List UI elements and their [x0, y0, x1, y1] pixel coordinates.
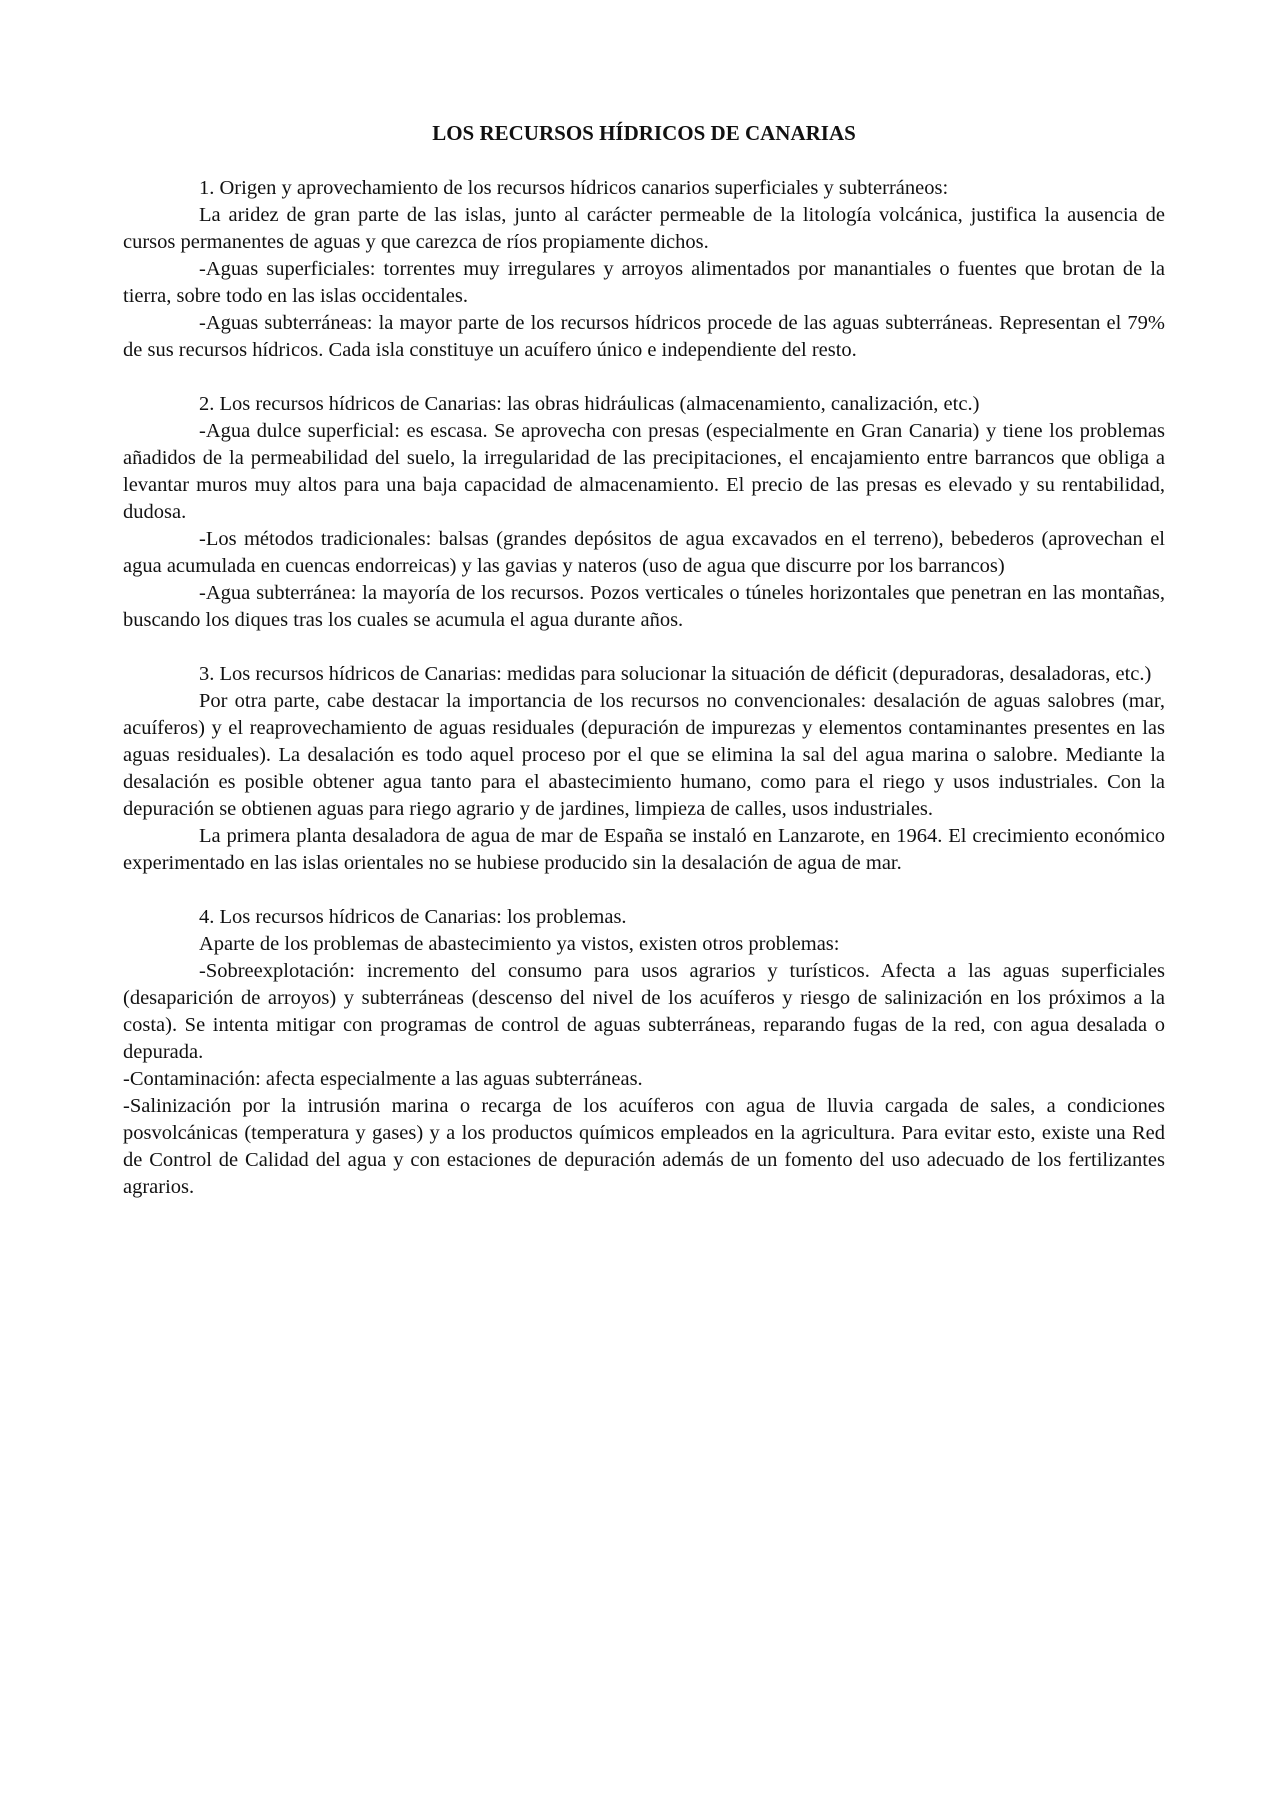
- section-heading: 2. Los recursos hídricos de Canarias: las obras hidráulicas (almacenamiento, canalización, etc.): [199, 393, 980, 415]
- paragraph: Por otra parte, cabe destacar la importancia de los recursos no convencionales: desalación de aguas salobres (mar, acuíferos) y el reaprovechamiento de aguas residuales (depuración de impurezas y elementos contaminantes presentes en las aguas residuales). La desalación es todo aquel proceso por el que se elimina la sal del agua marina o salobre. Mediante la desalación es posible obtener agua tanto para el abastecimiento humano, como para el riego y usos industriales. Con la depuración se obtienen aguas para riego agrario y de jardines, limpieza de calles, usos industriales.: [123, 690, 1165, 820]
- paragraph: Aparte de los problemas de abastecimiento ya vistos, existen otros problemas:: [199, 933, 840, 955]
- paragraph: -Aguas subterráneas: la mayor parte de los recursos hídricos procede de las aguas subterráneas. Representan el 79% de sus recursos hídricos. Cada isla constituye un acuífero único e independiente del resto.: [123, 312, 1165, 361]
- section-3-medidas-deficit: [123, 661, 1165, 877]
- paragraph: -Aguas superficiales: torrentes muy irregulares y arroyos alimentados por manantiales o fuentes que brotan de la tierra, sobre todo en las islas occidentales.: [123, 258, 1165, 307]
- paragraph: -Sobreexplotación: incremento del consumo para usos agrarios y turísticos. Afecta a las aguas superficiales (desaparición de arroyos) y subterráneas (descenso del nivel de los acuíferos y riesgo de salinización en los próximos a la costa). Se intenta mitigar con programas de control de aguas subterráneas, reparando fugas de la red, con agua desalada o depurada.: [123, 960, 1165, 1063]
- paragraph: La aridez de gran parte de las islas, junto al carácter permeable de la litología volcánica, justifica la ausencia de cursos permanentes de aguas y que carezca de ríos propiamente dichos.: [123, 204, 1165, 253]
- section-4-problemas: [123, 904, 1165, 1201]
- document-title: LOS RECURSOS HÍDRICOS DE CANARIAS: [432, 121, 856, 145]
- paragraph: -Salinización por la intrusión marina o recarga de los acuíferos con agua de lluvia cargada de sales, a condiciones posvolcánicas (temperatura y gases) y a los productos químicos empleados en la agricultura. Para evitar esto, existe una Red de Control de Calidad del agua y con estaciones de depuración además de un fomento del uso adecuado de los fertilizantes agrarios.: [123, 1095, 1165, 1198]
- section-heading: 4. Los recursos hídricos de Canarias: los problemas.: [199, 906, 627, 928]
- section-1-origen: [123, 175, 1165, 364]
- paragraph: -Contaminación: afecta especialmente a las aguas subterráneas.: [123, 1068, 643, 1090]
- section-heading: 3. Los recursos hídricos de Canarias: medidas para solucionar la situación de déficit (depuradoras, desaladoras, etc.): [199, 663, 1152, 685]
- paragraph: -Agua subterránea: la mayoría de los recursos. Pozos verticales o túneles horizontales que penetran en las montañas, buscando los diques tras los cuales se acumula el agua durante años.: [123, 582, 1165, 631]
- paragraph: -Los métodos tradicionales: balsas (grandes depósitos de agua excavados en el terreno), bebederos (aprovechan el agua acumulada en cuencas endorreicas) y las gavias y nateros (uso de agua que discurre por los barrancos): [123, 528, 1165, 577]
- paragraph: -Agua dulce superficial: es escasa. Se aprovecha con presas (especialmente en Gran Canaria) y tiene los problemas añadidos de la permeabilidad del suelo, la irregularidad de las precipitaciones, el encajamiento entre barrancos que obliga a levantar muros muy altos para una baja capacidad de almacenamiento. El precio de las presas es elevado y su rentabilidad, dudosa.: [123, 420, 1165, 523]
- section-heading: 1. Origen y aprovechamiento de los recursos hídricos canarios superficiales y subterráneos:: [199, 177, 949, 199]
- section-2-obras-hidraulicas: [123, 391, 1165, 634]
- paragraph: La primera planta desaladora de agua de mar de España se instaló en Lanzarote, en 1964. El crecimiento económico experimentado en las islas orientales no se hubiese producido sin la desalación de agua de mar.: [123, 825, 1165, 874]
- document-page: [123, 120, 1165, 1201]
